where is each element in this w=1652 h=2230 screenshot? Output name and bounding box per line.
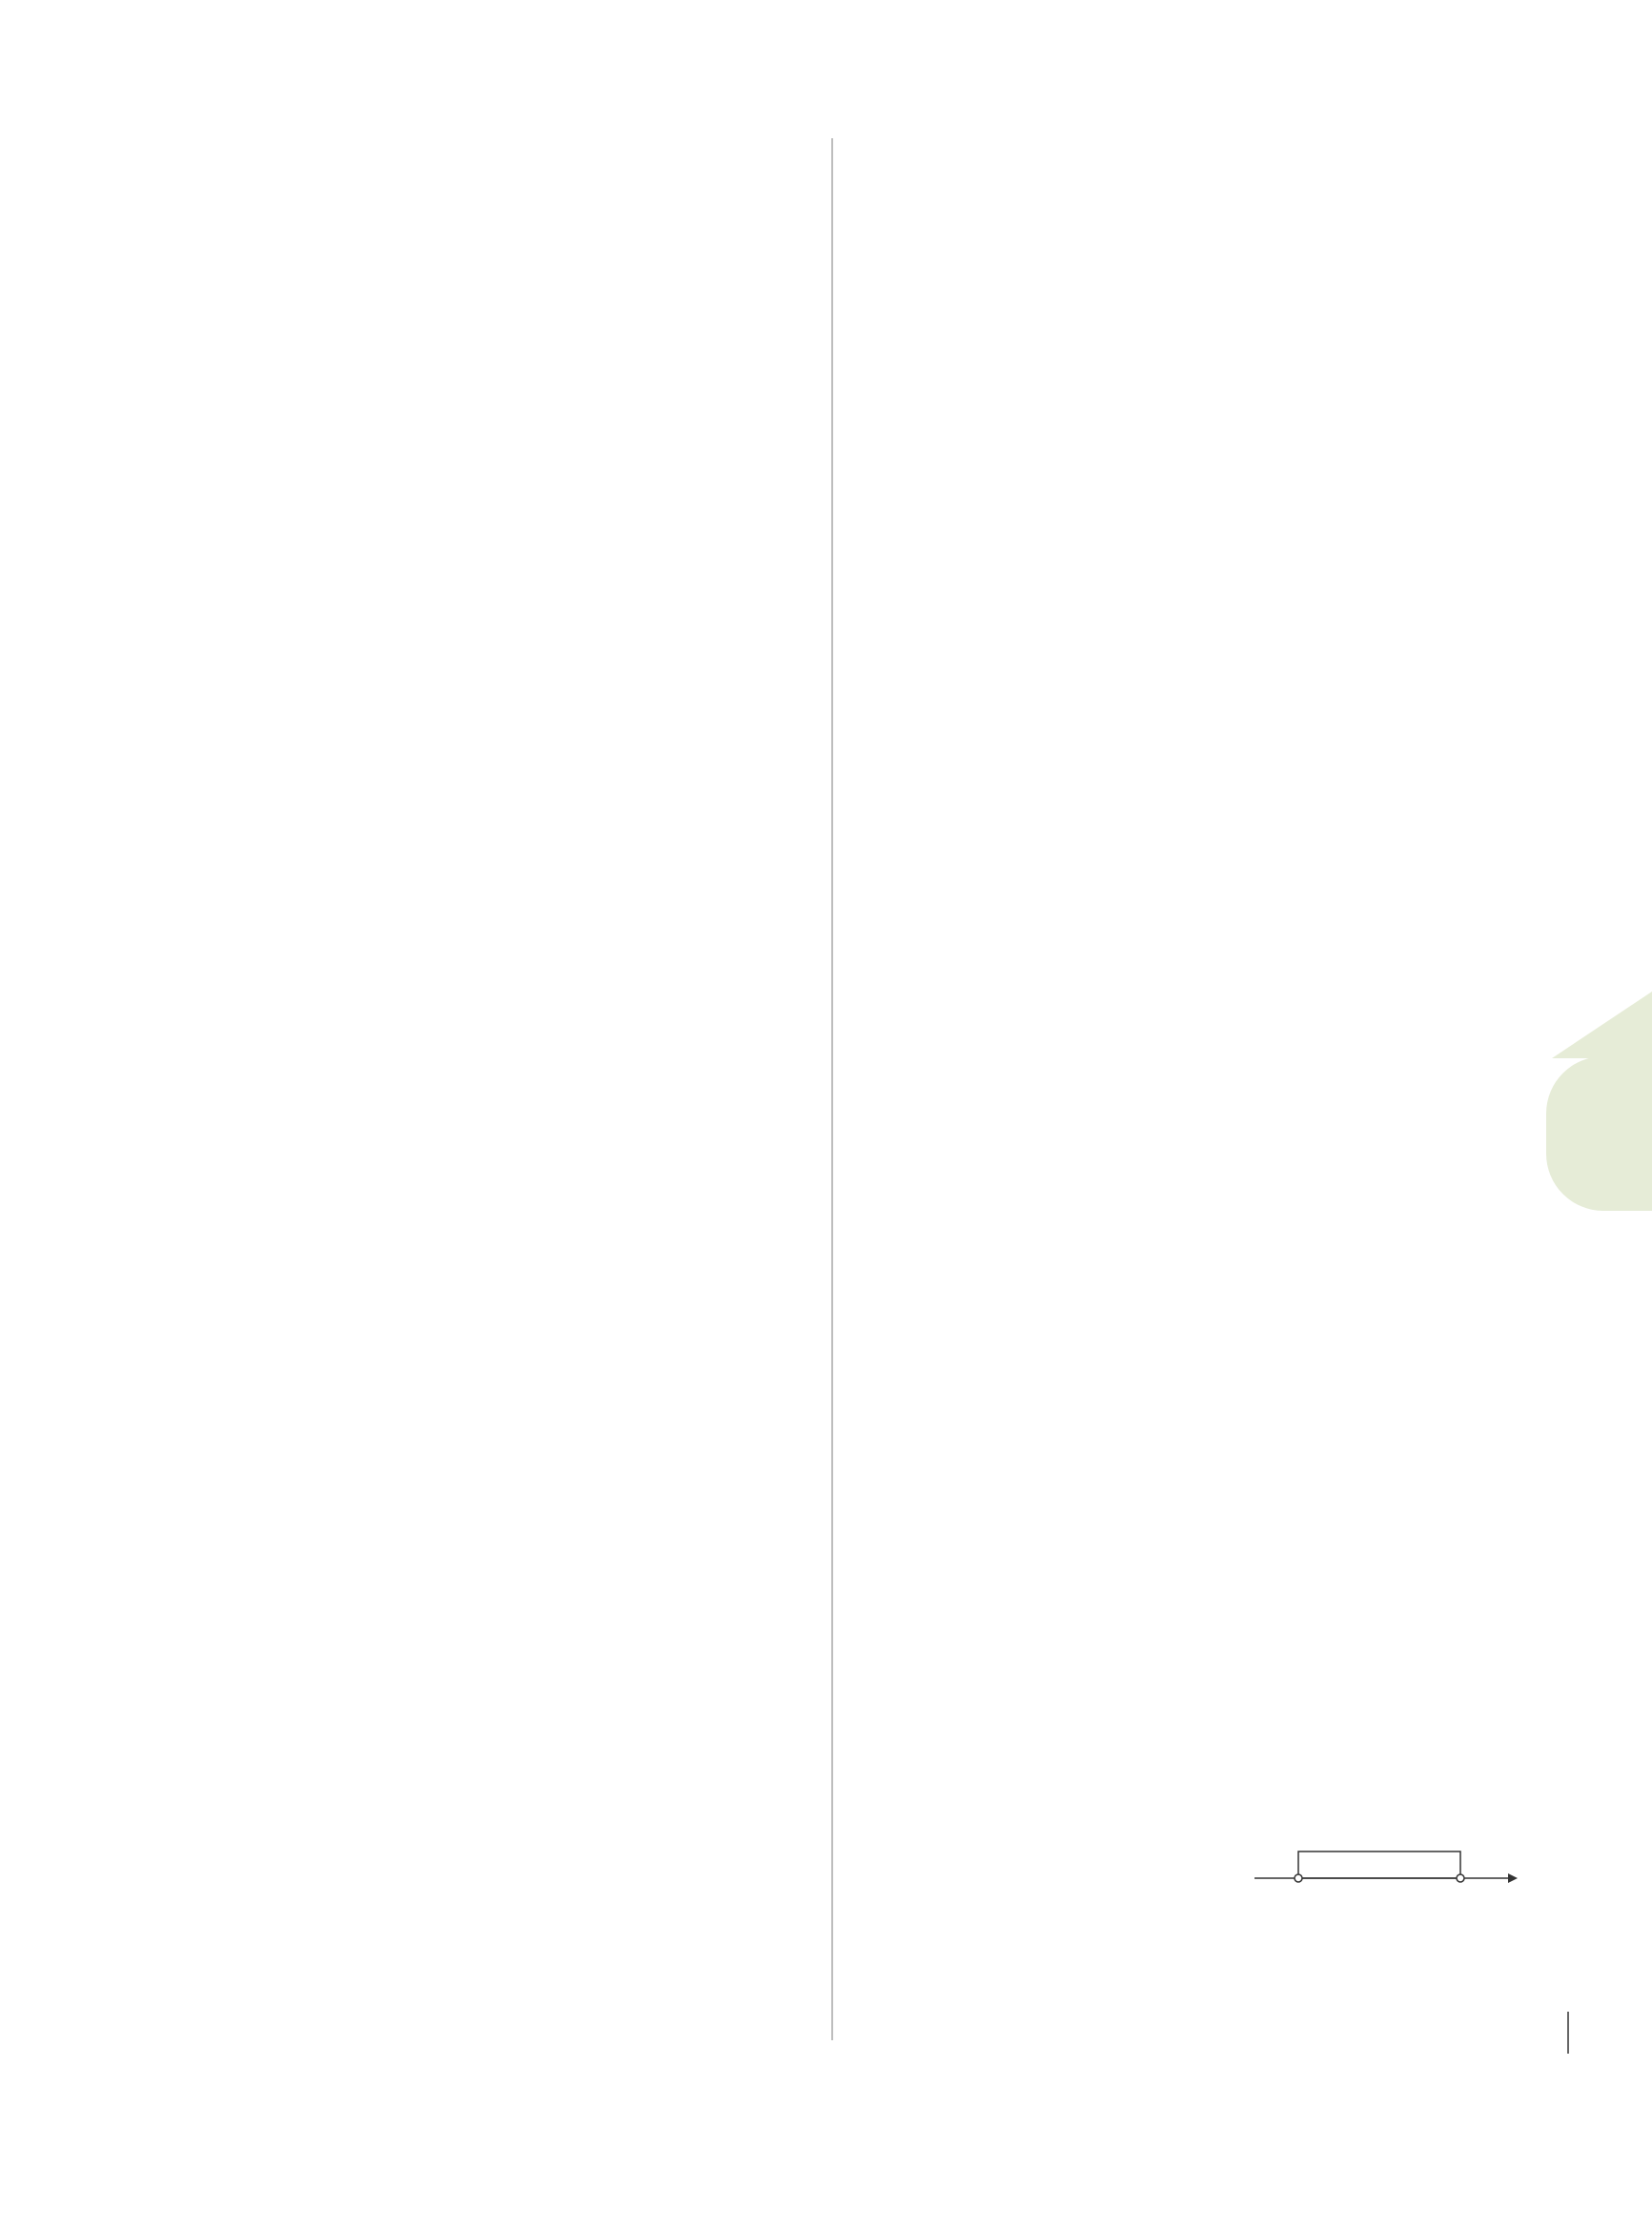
page-rule-vertical — [1567, 2012, 1569, 2054]
chapter-tab-shape — [1552, 992, 1652, 1058]
right-open-point — [1457, 1874, 1464, 1882]
solution-interval-box — [1298, 1852, 1460, 1878]
number-line-svg — [1249, 1850, 1535, 1926]
number-line-figure — [1249, 1850, 1535, 1930]
axis-arrow — [1508, 1873, 1518, 1883]
left-open-point — [1295, 1874, 1302, 1882]
column-divider — [831, 138, 833, 2040]
chapter-tab — [1546, 1056, 1652, 1211]
